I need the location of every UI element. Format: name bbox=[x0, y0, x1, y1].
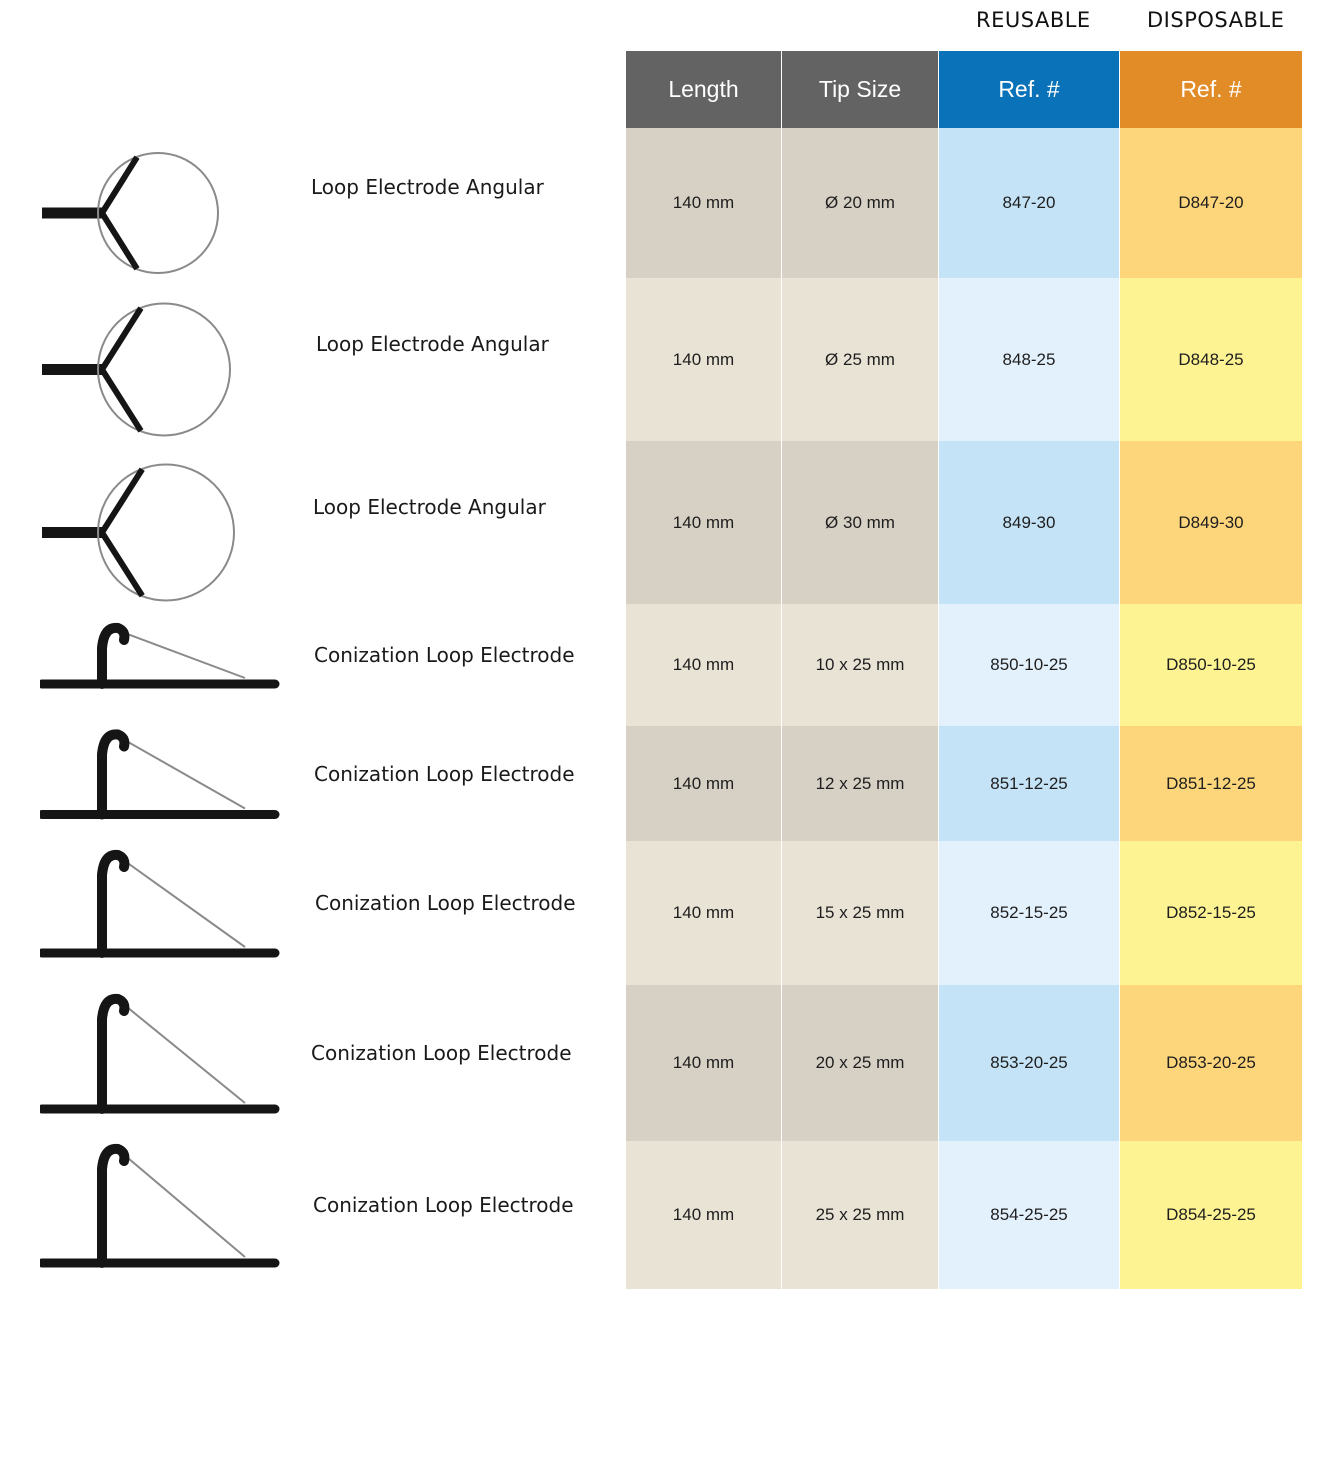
reusable-ref-cell: 851-12-25 bbox=[939, 726, 1120, 841]
tip-size-cell: Ø 30 mm bbox=[782, 441, 939, 604]
product-item bbox=[0, 1141, 620, 1289]
length-cell: 140 mm bbox=[626, 985, 782, 1141]
conization-loop-electrode-icon bbox=[40, 1141, 290, 1289]
reusable-ref-cell: 850-10-25 bbox=[939, 604, 1120, 726]
length-cell: 140 mm bbox=[626, 128, 782, 278]
table-row bbox=[626, 841, 1302, 985]
header-reusable-ref: Ref. # bbox=[939, 51, 1120, 128]
product-table bbox=[626, 51, 1302, 1289]
tip-size-cell: 12 x 25 mm bbox=[782, 726, 939, 841]
product-item bbox=[0, 985, 620, 1141]
disposable-ref-cell: D851-12-25 bbox=[1120, 726, 1302, 841]
length-cell: 140 mm bbox=[626, 1141, 782, 1289]
reusable-ref-cell: 854-25-25 bbox=[939, 1141, 1120, 1289]
product-name: Conization Loop Electrode bbox=[314, 643, 575, 667]
table-row bbox=[626, 441, 1302, 604]
product-list bbox=[0, 128, 620, 1289]
header-disposable-ref: Ref. # bbox=[1120, 51, 1302, 128]
table-row bbox=[626, 726, 1302, 841]
product-item bbox=[0, 278, 620, 441]
product-item bbox=[0, 604, 620, 726]
table-header bbox=[626, 51, 1302, 128]
disposable-group-label: DISPOSABLE bbox=[1147, 8, 1285, 32]
length-cell: 140 mm bbox=[626, 441, 782, 604]
tip-size-cell: 10 x 25 mm bbox=[782, 604, 939, 726]
loop-electrode-angular-icon bbox=[40, 128, 260, 278]
reusable-ref-cell: 849-30 bbox=[939, 441, 1120, 604]
reusable-ref-cell: 847-20 bbox=[939, 128, 1120, 278]
product-item bbox=[0, 128, 620, 278]
conization-loop-electrode-icon bbox=[40, 726, 290, 841]
header-tip-size: Tip Size bbox=[782, 51, 939, 128]
reusable-ref-cell: 853-20-25 bbox=[939, 985, 1120, 1141]
reusable-group-label: REUSABLE bbox=[976, 8, 1091, 32]
disposable-ref-cell: D849-30 bbox=[1120, 441, 1302, 604]
table-row bbox=[626, 985, 1302, 1141]
table-row bbox=[626, 278, 1302, 441]
table-row bbox=[626, 604, 1302, 726]
disposable-ref-cell: D854-25-25 bbox=[1120, 1141, 1302, 1289]
product-item bbox=[0, 841, 620, 985]
conization-loop-electrode-icon bbox=[40, 985, 290, 1141]
tip-size-cell: Ø 25 mm bbox=[782, 278, 939, 441]
product-name: Loop Electrode Angular bbox=[313, 494, 546, 519]
product-item bbox=[0, 726, 620, 841]
reusable-ref-cell: 852-15-25 bbox=[939, 841, 1120, 985]
length-cell: 140 mm bbox=[626, 726, 782, 841]
product-name: Loop Electrode Angular bbox=[311, 175, 544, 199]
conization-loop-electrode-icon bbox=[40, 841, 290, 985]
tip-size-cell: 20 x 25 mm bbox=[782, 985, 939, 1141]
loop-electrode-angular-icon bbox=[40, 278, 260, 441]
table-row bbox=[626, 128, 1302, 278]
disposable-ref-cell: D852-15-25 bbox=[1120, 841, 1302, 985]
product-name: Conization Loop Electrode bbox=[314, 761, 575, 786]
product-name: Loop Electrode Angular bbox=[316, 331, 549, 356]
tip-size-cell: 25 x 25 mm bbox=[782, 1141, 939, 1289]
table-body bbox=[626, 128, 1302, 1289]
header-length: Length bbox=[626, 51, 782, 128]
reusable-ref-cell: 848-25 bbox=[939, 278, 1120, 441]
product-name: Conization Loop Electrode bbox=[313, 1193, 574, 1217]
length-cell: 140 mm bbox=[626, 841, 782, 985]
tip-size-cell: Ø 20 mm bbox=[782, 128, 939, 278]
disposable-ref-cell: D847-20 bbox=[1120, 128, 1302, 278]
tip-size-cell: 15 x 25 mm bbox=[782, 841, 939, 985]
product-name: Conization Loop Electrode bbox=[315, 891, 576, 915]
product-item bbox=[0, 441, 620, 604]
disposable-ref-cell: D853-20-25 bbox=[1120, 985, 1302, 1141]
length-cell: 140 mm bbox=[626, 278, 782, 441]
disposable-ref-cell: D850-10-25 bbox=[1120, 604, 1302, 726]
table-row bbox=[626, 1141, 1302, 1289]
length-cell: 140 mm bbox=[626, 604, 782, 726]
conization-loop-electrode-icon bbox=[40, 604, 290, 726]
loop-electrode-angular-icon bbox=[40, 441, 260, 604]
disposable-ref-cell: D848-25 bbox=[1120, 278, 1302, 441]
product-name: Conization Loop Electrode bbox=[311, 1041, 572, 1065]
